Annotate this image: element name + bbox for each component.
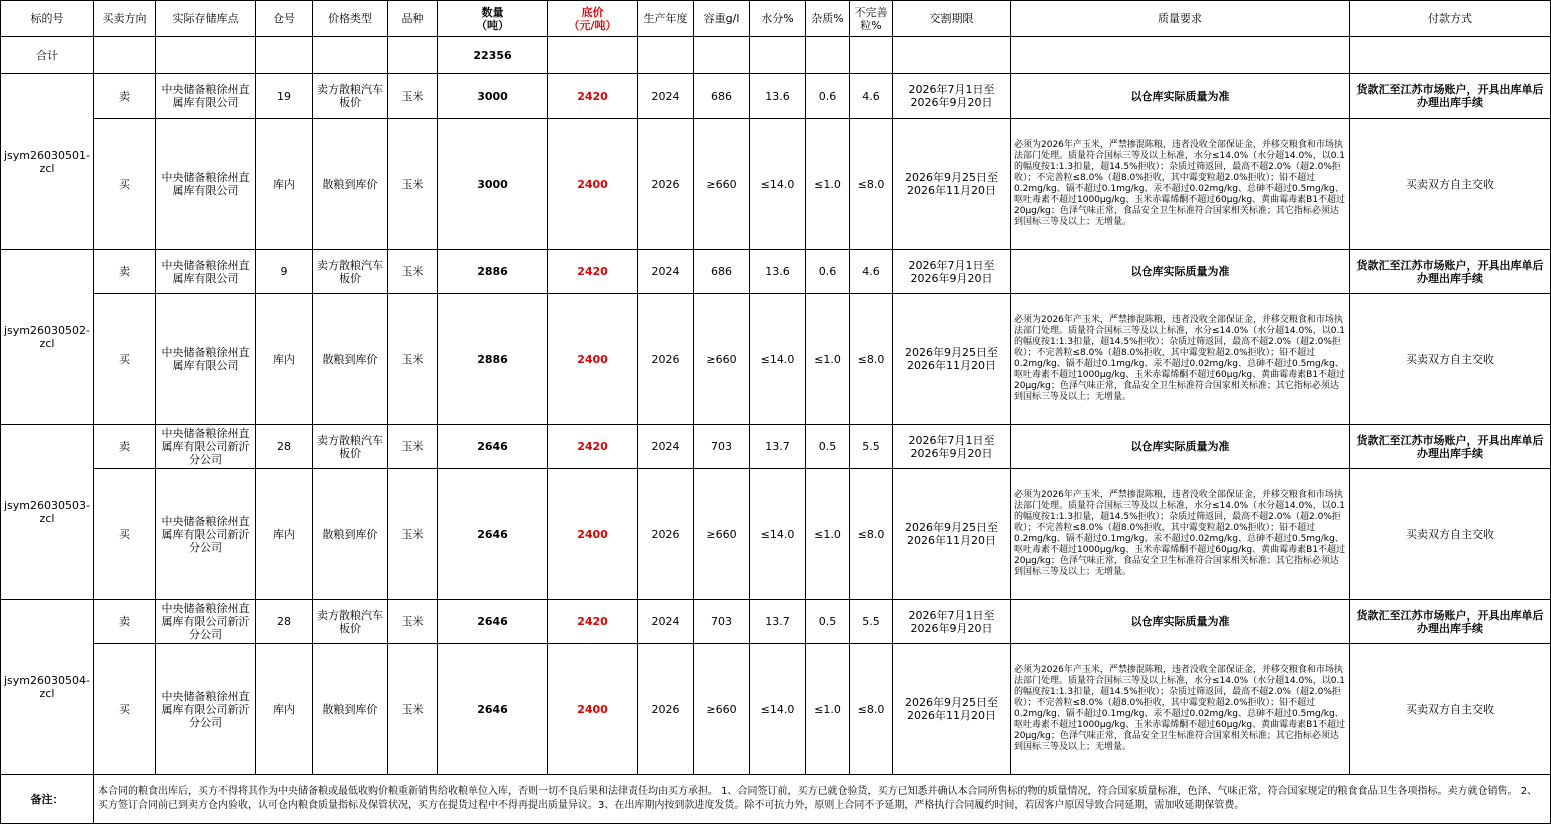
header-cell: 仓号 <box>256 1 313 37</box>
header-cell: 交割期限 <box>893 1 1011 37</box>
density-cell: ≥660 <box>694 469 750 600</box>
imperfect-cell: 5.5 <box>850 425 893 469</box>
price-type-cell: 卖方散粮汽车板价 <box>313 250 388 294</box>
year-cell: 2024 <box>638 600 694 644</box>
price-type-cell: 散粮到库价 <box>313 119 388 250</box>
moisture-cell: 13.6 <box>750 250 806 294</box>
imperfect-cell: ≤8.0 <box>850 469 893 600</box>
delivery-period-cell: 2026年7月1日至2026年9月20日 <box>893 600 1011 644</box>
sell-row <box>1 425 1551 469</box>
quality-cell: 以仓库实际质量为准 <box>1011 250 1350 294</box>
quality-cell: 以仓库实际质量为准 <box>1011 425 1350 469</box>
lot-id-cell: jsym26030504-zcl <box>1 600 94 775</box>
quantity-cell: 2886 <box>438 294 548 425</box>
quantity-cell: 3000 <box>438 119 548 250</box>
delivery-period-cell: 2026年9月25日至2026年11月20日 <box>893 119 1011 250</box>
sell-row <box>1 74 1551 119</box>
sell-row <box>1 600 1551 644</box>
quality-cell: 必须为2026年产玉米，严禁掺混陈粮，违者没收全部保证金，并移交粮食和市场执法部门处理。质量符合国标三等及以上标准，水分≤14.0%（水分超14.0%，以0.1的幅度按1:1.3扣量，超14.5%拒收）；杂质过筛返回，最高不超2.0%（超2.0%拒收）；不完善粒≤8.0%（超8.0%拒收，其中霉变粒超2.0%拒收）；铅不超过0.2mg/kg、镉不超过0.1mg/kg、汞不超过0.02mg/kg、总砷不超过0.5mg/kg、呕吐毒素不超过1000μg/kg、玉米赤霉烯酮不超过60μg/kg、黄曲霉毒素B1不超过20μg/kg；色泽气味正常，食品安全卫生标准符合国家相关标准；其它指标必须达到国标三等及以上；无增量。 <box>1011 644 1350 775</box>
impurity-cell: ≤1.0 <box>806 119 850 250</box>
depot-cell: 中央储备粮徐州直属库有限公司新沂分公司 <box>156 600 256 644</box>
delivery-period-cell: 2026年9月25日至2026年11月20日 <box>893 294 1011 425</box>
header-cell: 实际存储库点 <box>156 1 256 37</box>
header-cell: 买卖方向 <box>94 1 156 37</box>
moisture-cell: 13.7 <box>750 425 806 469</box>
moisture-cell: ≤14.0 <box>750 469 806 600</box>
price-type-cell: 散粮到库价 <box>313 294 388 425</box>
impurity-cell: ≤1.0 <box>806 469 850 600</box>
bin-cell: 28 <box>256 600 313 644</box>
quality-cell: 必须为2026年产玉米，严禁掺混陈粮，违者没收全部保证金，并移交粮食和市场执法部门处理。质量符合国标三等及以上标准，水分≤14.0%（水分超14.0%，以0.1的幅度按1:1.3扣量，超14.5%拒收）；杂质过筛返回，最高不超2.0%（超2.0%拒收）；不完善粒≤8.0%（超8.0%拒收，其中霉变粒超2.0%拒收）；铅不超过0.2mg/kg、镉不超过0.1mg/kg、汞不超过0.02mg/kg、总砷不超过0.5mg/kg、呕吐毒素不超过1000μg/kg、玉米赤霉烯酮不超过60μg/kg、黄曲霉毒素B1不超过20μg/kg；色泽气味正常，食品安全卫生标准符合国家相关标准；其它指标必须达到国标三等及以上；无增量。 <box>1011 119 1350 250</box>
quantity-cell: 2646 <box>438 644 548 775</box>
bin-cell: 库内 <box>256 119 313 250</box>
year-cell: 2024 <box>638 250 694 294</box>
base-price-cell: 2420 <box>548 425 638 469</box>
bin-cell: 9 <box>256 250 313 294</box>
base-price-cell: 2400 <box>548 644 638 775</box>
header-cell: 数量 （吨） <box>438 1 548 37</box>
bin-cell: 28 <box>256 425 313 469</box>
price-type-cell: 卖方散粮汽车板价 <box>313 425 388 469</box>
density-cell: 686 <box>694 250 750 294</box>
imperfect-cell: ≤8.0 <box>850 644 893 775</box>
header-cell: 水分% <box>750 1 806 37</box>
note-text: 本合同的粮食出库后，买方不得将其作为中央储备粮或最低收购价粮重新销售给收粮单位入库，否则一切不良后果和法律责任均由买方承担。 1、合同签订前，买方已就仓验货，买方已知悉并确认本合同所售标的物的质量情况，符合国家质量标准，色泽、气味正常，符合国家规定的粮食食品卫生各项指标。卖方就仓销售。 2、买方签订合同前已到卖方仓内验收，认可仓内粮食质量指标及保管状况，买方在提货过程中不得再提出质量异议。3、在出库期内按到款进度发货。除不可抗力外，原则上合同不予延期，严格执行合同履约时间，若因客户原因导致合同延期，需加收延期保管费。 <box>94 775 1551 824</box>
impurity-cell: 0.6 <box>806 74 850 119</box>
header-row <box>1 1 1551 37</box>
direction-cell: 买 <box>94 119 156 250</box>
lot-id-cell: jsym26030501-zcl <box>1 74 94 250</box>
density-cell: 703 <box>694 425 750 469</box>
lot-id-cell: jsym26030503-zcl <box>1 425 94 600</box>
payment-cell: 货款汇至江苏市场账户，开具出库单后办理出库手续 <box>1350 250 1551 294</box>
imperfect-cell: 4.6 <box>850 250 893 294</box>
sell-row <box>1 250 1551 294</box>
moisture-cell: 13.6 <box>750 74 806 119</box>
total-label: 合计 <box>1 37 94 74</box>
year-cell: 2024 <box>638 74 694 119</box>
total-qty: 22356 <box>438 37 548 74</box>
depot-cell: 中央储备粮徐州直属库有限公司 <box>156 74 256 119</box>
density-cell: ≥660 <box>694 294 750 425</box>
variety-cell: 玉米 <box>388 74 438 119</box>
payment-cell: 货款汇至江苏市场账户，开具出库单后办理出库手续 <box>1350 74 1551 119</box>
depot-cell: 中央储备粮徐州直属库有限公司新沂分公司 <box>156 425 256 469</box>
bin-cell: 库内 <box>256 644 313 775</box>
price-type-cell: 散粮到库价 <box>313 644 388 775</box>
base-price-cell: 2420 <box>548 250 638 294</box>
depot-cell: 中央储备粮徐州直属库有限公司新沂分公司 <box>156 469 256 600</box>
direction-cell: 买 <box>94 469 156 600</box>
bin-cell: 库内 <box>256 469 313 600</box>
variety-cell: 玉米 <box>388 425 438 469</box>
payment-cell: 买卖双方自主交收 <box>1350 469 1551 600</box>
header-cell: 标的号 <box>1 1 94 37</box>
depot-cell: 中央储备粮徐州直属库有限公司 <box>156 250 256 294</box>
variety-cell: 玉米 <box>388 600 438 644</box>
base-price-cell: 2400 <box>548 294 638 425</box>
delivery-period-cell: 2026年7月1日至2026年9月20日 <box>893 250 1011 294</box>
density-cell: 686 <box>694 74 750 119</box>
direction-cell: 买 <box>94 294 156 425</box>
year-cell: 2026 <box>638 469 694 600</box>
impurity-cell: 0.6 <box>806 250 850 294</box>
base-price-cell: 2420 <box>548 74 638 119</box>
payment-cell: 货款汇至江苏市场账户，开具出库单后办理出库手续 <box>1350 425 1551 469</box>
buy-row <box>1 644 1551 775</box>
header-cell: 价格类型 <box>313 1 388 37</box>
year-cell: 2026 <box>638 119 694 250</box>
quality-cell: 必须为2026年产玉米，严禁掺混陈粮，违者没收全部保证金，并移交粮食和市场执法部门处理。质量符合国标三等及以上标准，水分≤14.0%（水分超14.0%，以0.1的幅度按1:1.3扣量，超14.5%拒收）；杂质过筛返回，最高不超2.0%（超2.0%拒收）；不完善粒≤8.0%（超8.0%拒收，其中霉变粒超2.0%拒收）；铅不超过0.2mg/kg、镉不超过0.1mg/kg、汞不超过0.02mg/kg、总砷不超过0.5mg/kg、呕吐毒素不超过1000μg/kg、玉米赤霉烯酮不超过60μg/kg、黄曲霉毒素B1不超过20μg/kg；色泽气味正常，食品安全卫生标准符合国家相关标准；其它指标必须达到国标三等及以上；无增量。 <box>1011 469 1350 600</box>
imperfect-cell: ≤8.0 <box>850 294 893 425</box>
year-cell: 2026 <box>638 644 694 775</box>
variety-cell: 玉米 <box>388 119 438 250</box>
density-cell: ≥660 <box>694 119 750 250</box>
density-cell: 703 <box>694 600 750 644</box>
payment-cell: 买卖双方自主交收 <box>1350 644 1551 775</box>
note-label: 备注： <box>1 775 94 824</box>
quantity-cell: 3000 <box>438 74 548 119</box>
payment-cell: 货款汇至江苏市场账户，开具出库单后办理出库手续 <box>1350 600 1551 644</box>
direction-cell: 卖 <box>94 425 156 469</box>
bin-cell: 19 <box>256 74 313 119</box>
quantity-cell: 2646 <box>438 469 548 600</box>
quantity-cell: 2646 <box>438 600 548 644</box>
header-cell: 底价 （元/吨） <box>548 1 638 37</box>
buy-row <box>1 469 1551 600</box>
moisture-cell: ≤14.0 <box>750 294 806 425</box>
depot-cell: 中央储备粮徐州直属库有限公司新沂分公司 <box>156 644 256 775</box>
header-cell: 质量要求 <box>1011 1 1350 37</box>
payment-cell: 买卖双方自主交收 <box>1350 294 1551 425</box>
delivery-period-cell: 2026年9月25日至2026年11月20日 <box>893 644 1011 775</box>
header-cell: 生产年度 <box>638 1 694 37</box>
delivery-period-cell: 2026年7月1日至2026年9月20日 <box>893 74 1011 119</box>
payment-cell: 买卖双方自主交收 <box>1350 119 1551 250</box>
variety-cell: 玉米 <box>388 294 438 425</box>
moisture-cell: 13.7 <box>750 600 806 644</box>
variety-cell: 玉米 <box>388 469 438 600</box>
price-type-cell: 卖方散粮汽车板价 <box>313 600 388 644</box>
depot-cell: 中央储备粮徐州直属库有限公司 <box>156 119 256 250</box>
year-cell: 2024 <box>638 425 694 469</box>
quality-cell: 以仓库实际质量为准 <box>1011 74 1350 119</box>
delivery-period-cell: 2026年9月25日至2026年11月20日 <box>893 469 1011 600</box>
buy-row <box>1 294 1551 425</box>
base-price-cell: 2400 <box>548 469 638 600</box>
header-cell: 付款方式 <box>1350 1 1551 37</box>
direction-cell: 卖 <box>94 600 156 644</box>
imperfect-cell: 5.5 <box>850 600 893 644</box>
direction-cell: 买 <box>94 644 156 775</box>
variety-cell: 玉米 <box>388 644 438 775</box>
header-cell: 品种 <box>388 1 438 37</box>
imperfect-cell: ≤8.0 <box>850 119 893 250</box>
moisture-cell: ≤14.0 <box>750 119 806 250</box>
bin-cell: 库内 <box>256 294 313 425</box>
direction-cell: 卖 <box>94 74 156 119</box>
variety-cell: 玉米 <box>388 250 438 294</box>
base-price-cell: 2400 <box>548 119 638 250</box>
price-type-cell: 卖方散粮汽车板价 <box>313 74 388 119</box>
delivery-period-cell: 2026年7月1日至2026年9月20日 <box>893 425 1011 469</box>
base-price-cell: 2420 <box>548 600 638 644</box>
note-row <box>1 775 1551 824</box>
imperfect-cell: 4.6 <box>850 74 893 119</box>
quantity-cell: 2646 <box>438 425 548 469</box>
quality-cell: 以仓库实际质量为准 <box>1011 600 1350 644</box>
header-cell: 容重g/l <box>694 1 750 37</box>
lot-id-cell: jsym26030502-zcl <box>1 250 94 425</box>
buy-row <box>1 119 1551 250</box>
impurity-cell: ≤1.0 <box>806 294 850 425</box>
impurity-cell: 0.5 <box>806 425 850 469</box>
header-cell: 杂质% <box>806 1 850 37</box>
total-row <box>1 37 1551 74</box>
price-type-cell: 散粮到库价 <box>313 469 388 600</box>
direction-cell: 卖 <box>94 250 156 294</box>
impurity-cell: ≤1.0 <box>806 644 850 775</box>
quality-cell: 必须为2026年产玉米，严禁掺混陈粮，违者没收全部保证金，并移交粮食和市场执法部门处理。质量符合国标三等及以上标准，水分≤14.0%（水分超14.0%，以0.1的幅度按1:1.3扣量，超14.5%拒收）；杂质过筛返回，最高不超2.0%（超2.0%拒收）；不完善粒≤8.0%（超8.0%拒收，其中霉变粒超2.0%拒收）；铅不超过0.2mg/kg、镉不超过0.1mg/kg、汞不超过0.02mg/kg、总砷不超过0.5mg/kg、呕吐毒素不超过1000μg/kg、玉米赤霉烯酮不超过60μg/kg、黄曲霉毒素B1不超过20μg/kg；色泽气味正常，食品安全卫生标准符合国家相关标准；其它指标必须达到国标三等及以上；无增量。 <box>1011 294 1350 425</box>
depot-cell: 中央储备粮徐州直属库有限公司 <box>156 294 256 425</box>
year-cell: 2026 <box>638 294 694 425</box>
quantity-cell: 2886 <box>438 250 548 294</box>
header-cell: 不完善 粒% <box>850 1 893 37</box>
impurity-cell: 0.5 <box>806 600 850 644</box>
density-cell: ≥660 <box>694 644 750 775</box>
moisture-cell: ≤14.0 <box>750 644 806 775</box>
